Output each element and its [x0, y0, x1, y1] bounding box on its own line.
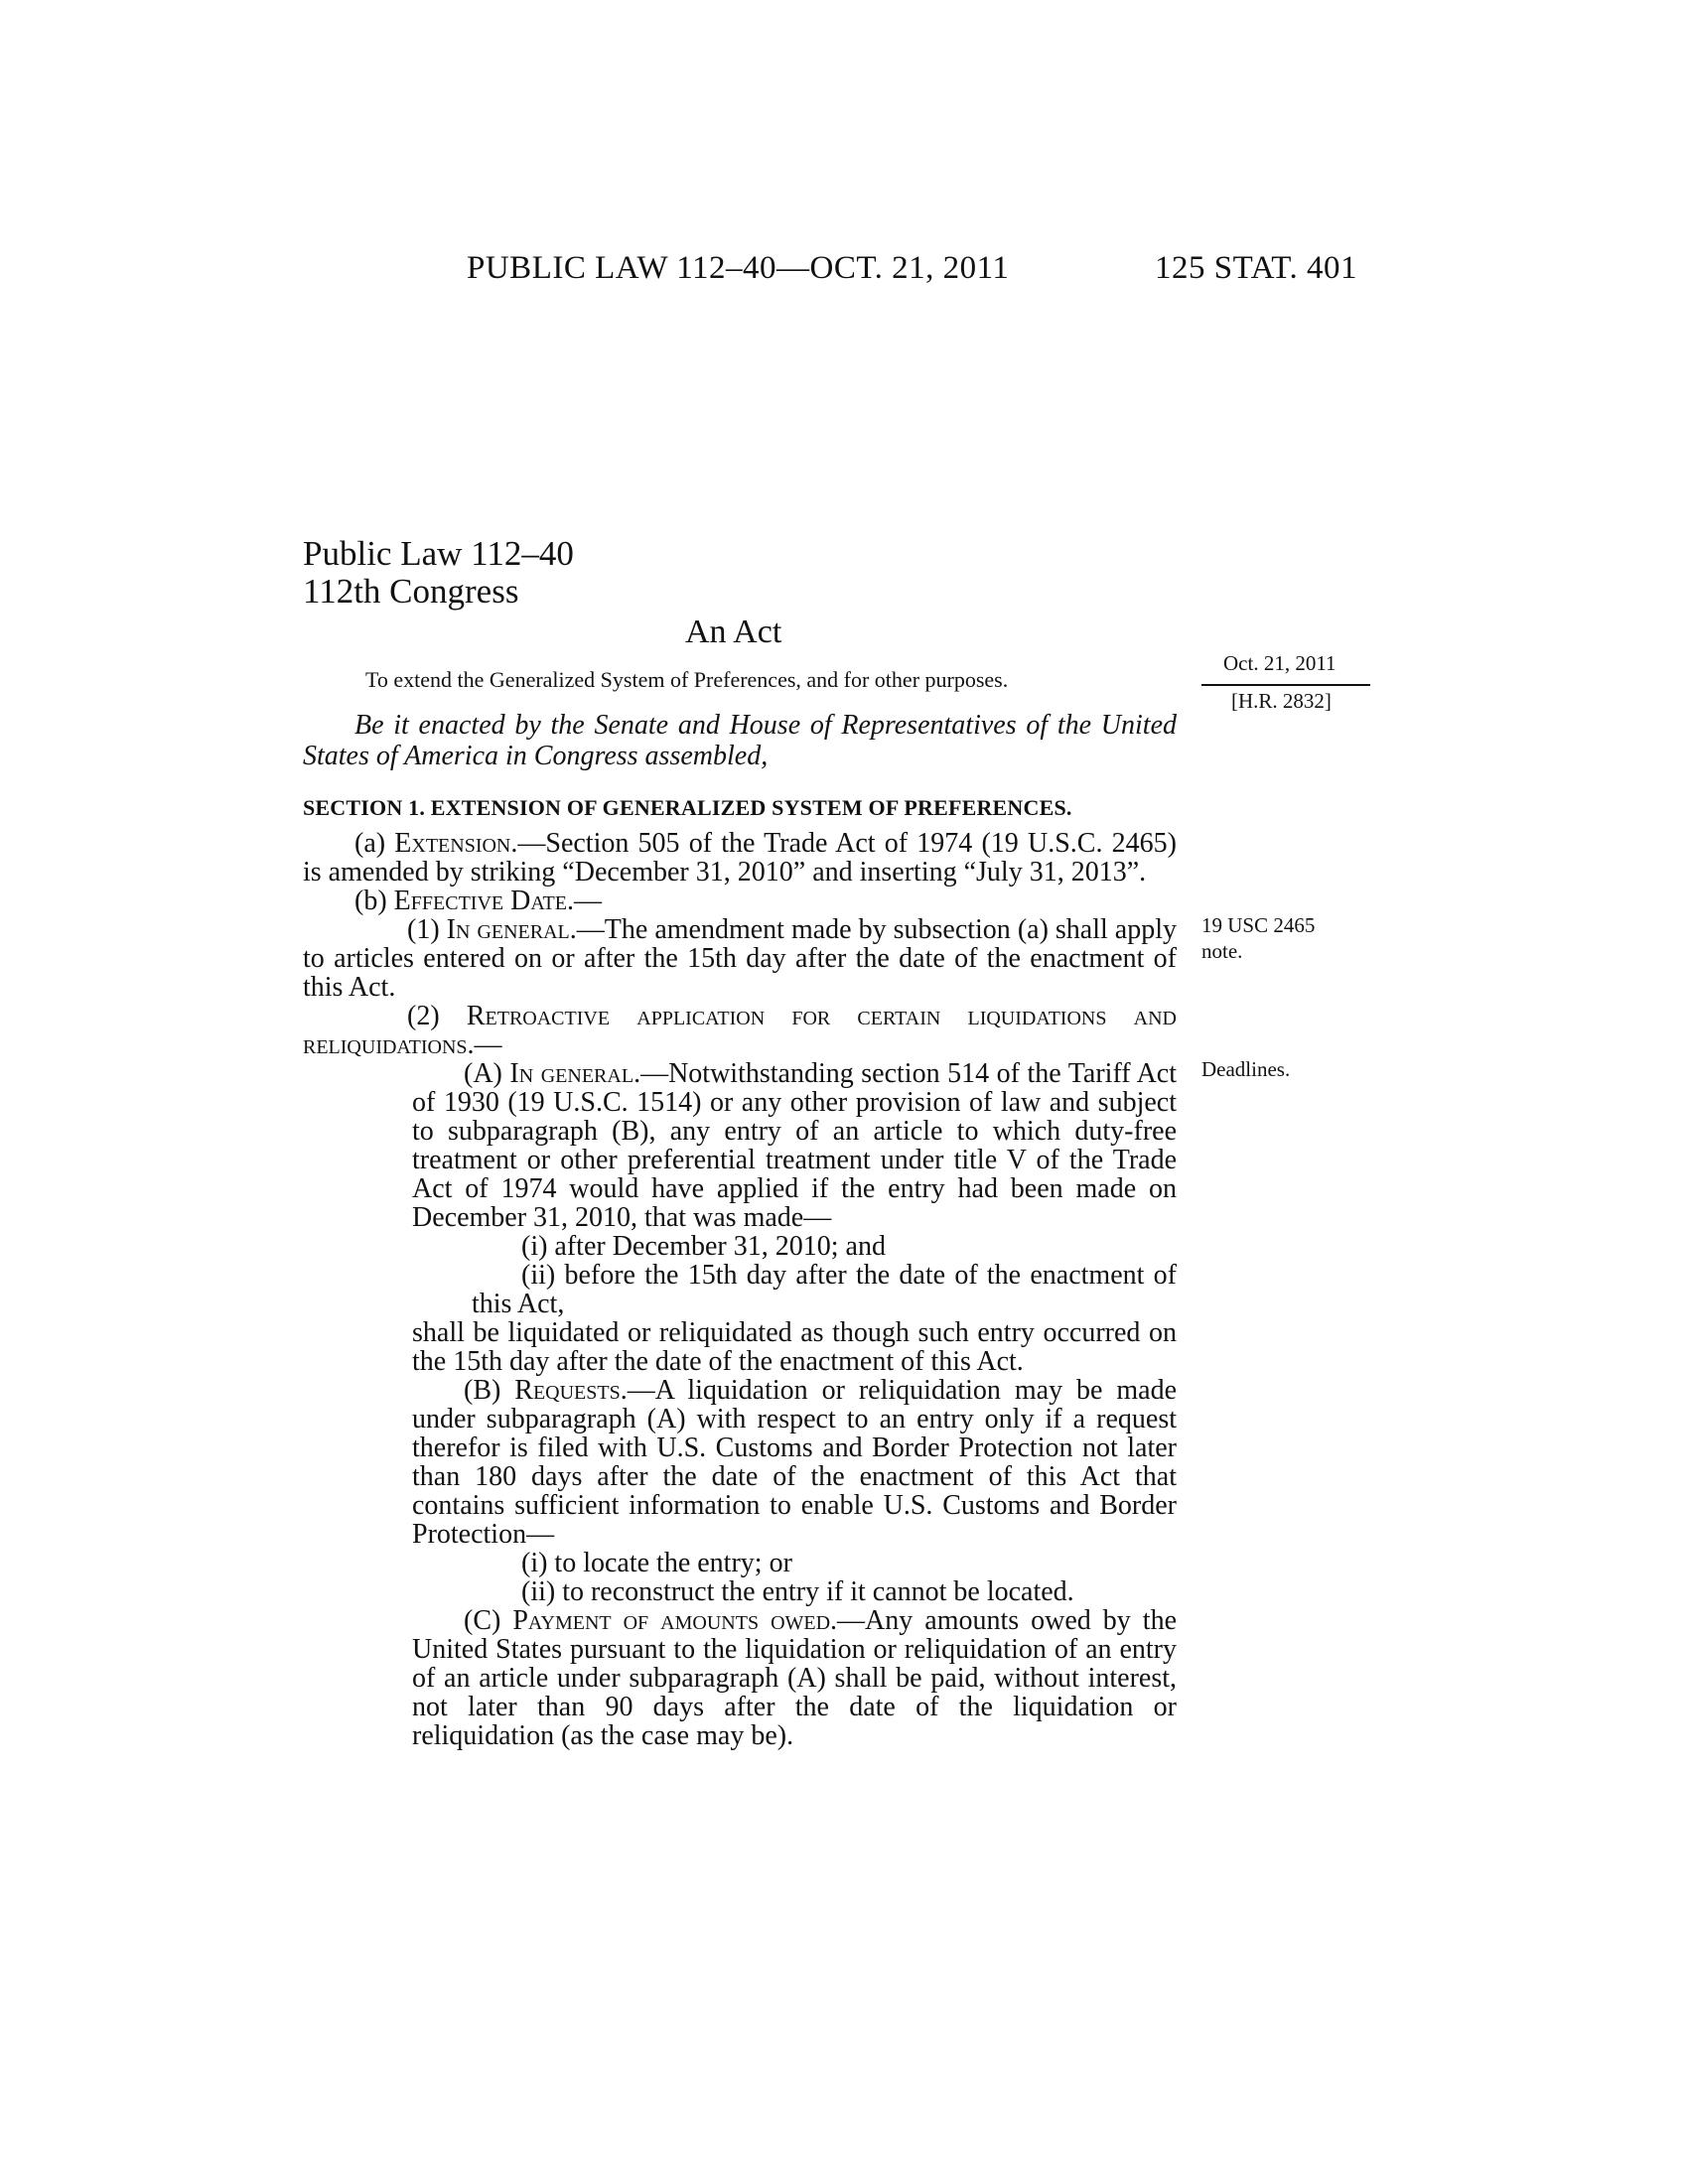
subsection-b-label: (b) — [354, 886, 394, 916]
stat-page-number: 125 STAT. 401 — [1155, 250, 1358, 286]
subsection-b — [303, 887, 1177, 915]
margin-date: Oct. 21, 2011 — [1223, 651, 1336, 675]
act-body — [303, 710, 1177, 1750]
running-head: PUBLIC LAW 112–40—OCT. 21, 2011 — [467, 250, 1010, 286]
clause-b-ii: (ii) to reconstruct the entry if it cannot be located. — [521, 1576, 1074, 1607]
act-purpose: To extend the Generalized System of Preferences, and for other purposes. — [365, 667, 1009, 692]
subparagraph-b-text: .—A liquidation or reliquidation may be made under subparagraph (A) with respect to an entry only if a request therefor is filed with U.S. Customs and Border Protection not later than 180 days after the date of the enactment of this Act that contains sufficient information to enable U.S. Customs and Border Protection— — [412, 1375, 1178, 1550]
margin-usc-note: 19 USC 2465 — [1201, 913, 1316, 937]
subsection-b-caption: Effective Date — [393, 886, 567, 916]
paragraph-b1-label: (1) — [407, 914, 447, 945]
subparagraph-a-tail: shall be liquidated or reliquidated as though such entry occurred on the 15th day after the date of the enactment of this Act. — [412, 1317, 1177, 1377]
public-law-number: Public Law 112–40 — [303, 534, 574, 573]
clause-a-ii: (ii) before the 15th day after the date of the enactment of this Act, — [472, 1260, 1177, 1319]
margin-rule — [1201, 684, 1370, 686]
section-heading: SECTION 1. EXTENSION OF GENERALIZED SYSTEM OF PREFERENCES. — [303, 795, 1072, 820]
congress-number: 112th Congress — [303, 572, 519, 611]
subparagraph-c-text: .—Any amounts owed by the United States pursuant to the liquidation or reliquidation of an entry of an article under subparagraph (A) shall be paid, without interest, not later than 90 days after the date of the liquidation or reliquidation (as the case may be). — [412, 1605, 1177, 1751]
subparagraph-c-caption: Payment of amounts owed — [512, 1605, 831, 1636]
margin-usc-note-suffix: note. — [1201, 939, 1243, 963]
paragraph-b1 — [303, 915, 1177, 1002]
clause-b-i: (i) to locate the entry; or — [521, 1548, 792, 1578]
clause-a-i: (i) after December 31, 2010; and — [521, 1231, 886, 1262]
paragraph-b2-caption: Retroactive application for certain liquidations and reliquidations — [303, 1001, 1177, 1060]
subparagraph-b-label: (B) — [464, 1375, 515, 1406]
enacting-clause: Be it enacted by the Senate and House of Representatives of the United States of America in Congress assembled, — [303, 710, 1177, 771]
subparagraph-a-text: .—Notwithstanding section 514 of the Tariff Act of 1930 (19 U.S.C. 1514) or any other provision of law and subject to subparagraph (B), any entry of an article to which duty-free treatment or other preferential treatment under title V of the Trade Act of 1974 would have applied if the entry had been made on December 31, 2010, that was made— — [412, 1058, 1178, 1233]
subparagraph-c — [412, 1606, 1177, 1750]
subparagraph-a-caption: In general — [509, 1058, 634, 1089]
subsection-a — [303, 829, 1177, 887]
paragraph-b2-label: (2) — [407, 1001, 467, 1031]
act-heading: An Act — [685, 614, 782, 650]
subsection-a-label: (a) — [354, 828, 395, 859]
paragraph-b2-text: .— — [467, 1029, 502, 1060]
subsection-b-text: .— — [566, 886, 602, 916]
paragraph-b1-caption: In general — [446, 914, 570, 945]
paragraph-b2 — [303, 1002, 1177, 1059]
subsection-a-text: .—Section 505 of the Trade Act of 1974 (19 U.S.C. 2465) is amended by striking “December 31, 2010” and inserting “July 31, 2013”. — [303, 828, 1177, 887]
margin-deadlines: Deadlines. — [1201, 1057, 1291, 1081]
subparagraph-c-label: (C) — [464, 1605, 513, 1636]
subparagraph-a-label: (A) — [464, 1058, 510, 1089]
subparagraph-b — [412, 1376, 1177, 1549]
subparagraph-a — [412, 1059, 1177, 1232]
subsection-a-caption: Extension — [394, 828, 511, 859]
paragraph-b1-text: .—The amendment made by subsection (a) shall apply to articles entered on or after the 15th day after the date of the enactment of this Act. — [303, 914, 1178, 1003]
margin-bill-number: [H.R. 2832] — [1231, 689, 1332, 713]
subparagraph-b-caption: Requests — [514, 1375, 621, 1406]
